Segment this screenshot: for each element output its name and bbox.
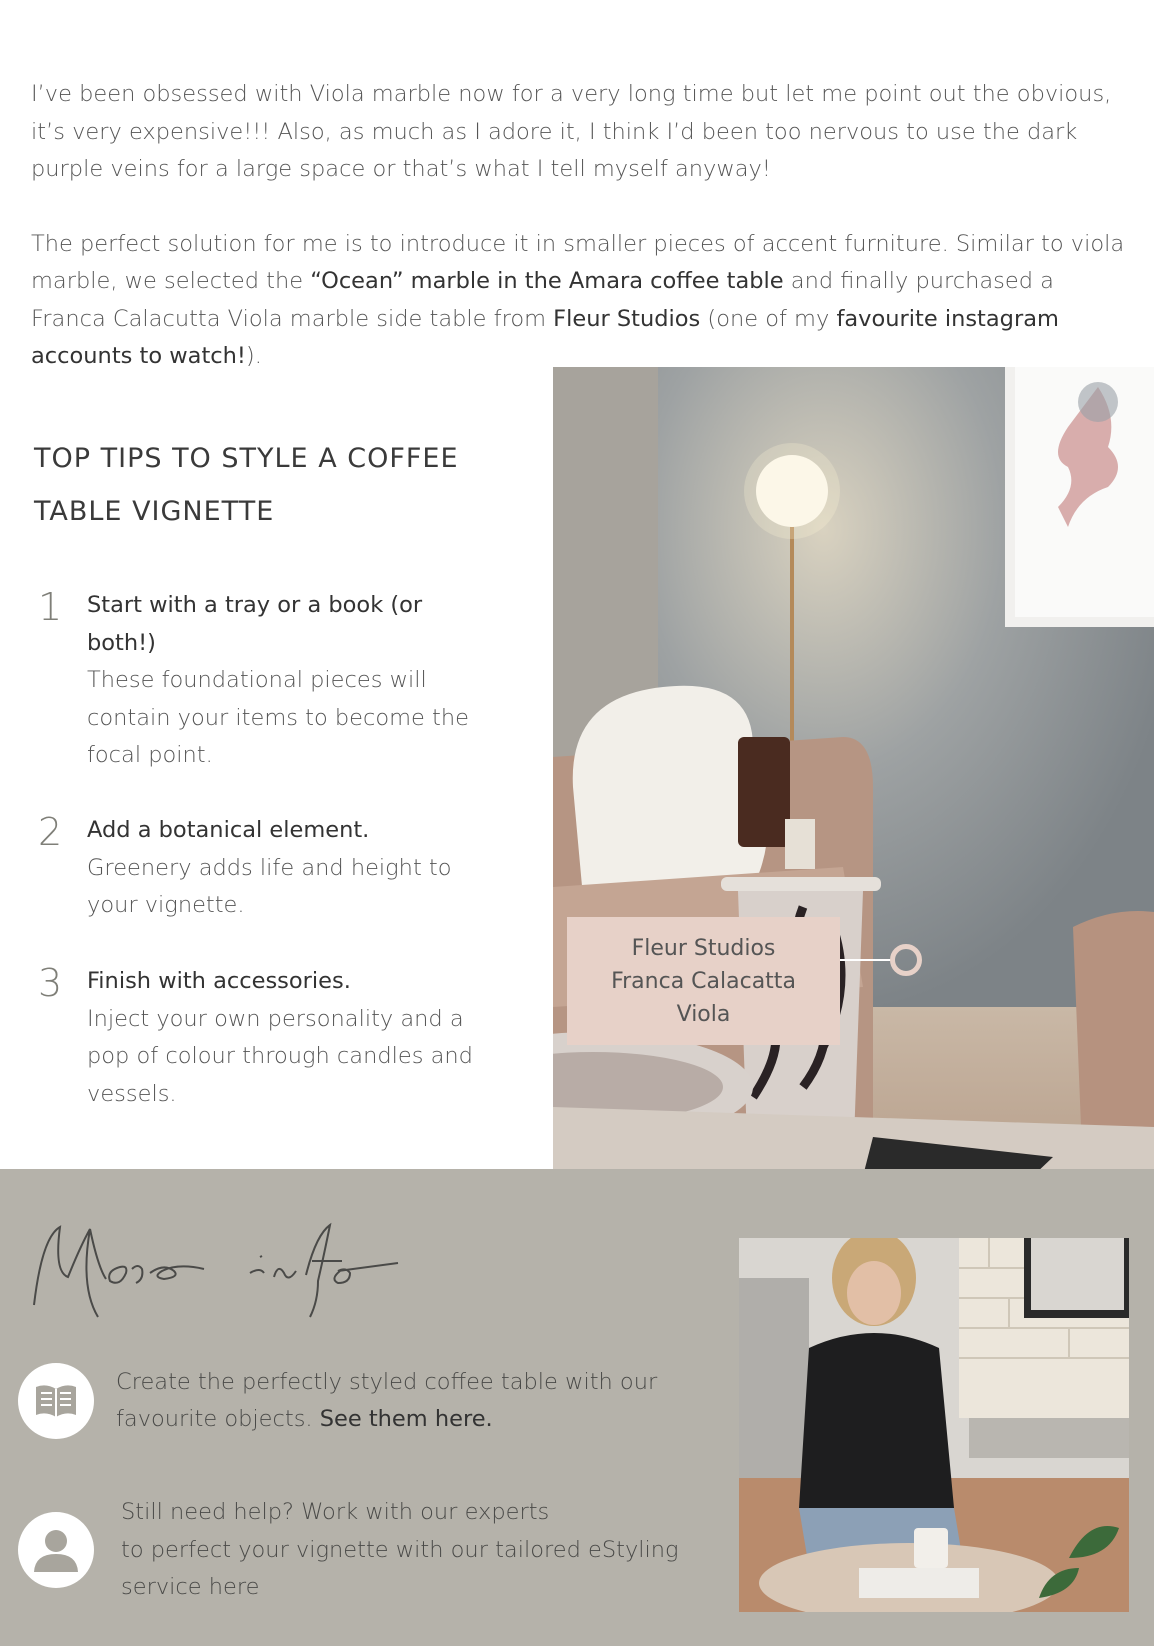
stylist-portrait-photo: [739, 1238, 1129, 1612]
more-info-section: [0, 1169, 1154, 1646]
tip-number: 2: [38, 810, 63, 854]
hotspot-label-line-1: Fleur Studios: [631, 935, 776, 961]
tip-item-2: [38, 812, 488, 925]
living-room-photo: [553, 367, 1154, 1176]
info-text-line: service here: [121, 1574, 260, 1600]
intro-paragraph-1: I’ve been obsessed with Viola marble now for a very long time but let me point out the obvious, it’s very expensive!!! Also, as much as I adore it, I think I’d been too nervous to use the dark purple veins for a large space or that’s what I tell myself anyway!: [31, 81, 1112, 182]
hotspot-marker[interactable]: [890, 944, 922, 976]
info-text-segment: Create the perfectly styled coffee table with our favourite objects.: [116, 1368, 658, 1432]
tip-description: These foundational pieces will contain your items to become the focal point.: [87, 667, 469, 768]
tip-number: 1: [38, 585, 63, 629]
hotspot-label-line-3: Viola: [676, 1001, 731, 1027]
tips-heading-line-1: TOP TIPS TO STYLE A COFFEE: [34, 443, 459, 474]
tip-number: 3: [38, 961, 63, 1005]
user-icon: [18, 1512, 94, 1588]
intro-paragraph-2: [31, 226, 1131, 376]
instagram-accounts-link[interactable]: favourite instagram accounts to watch!: [31, 305, 1059, 369]
tip-item-1: [38, 587, 488, 775]
tip-title: Add a botanical element.: [87, 817, 370, 843]
tip-title: Start with a tray or a book (or both!): [87, 592, 423, 656]
tip-description: Inject your own personality and a pop of colour through candles and vessels.: [87, 1005, 473, 1107]
info-text-line: to perfect your vignette with our tailored eStyling: [121, 1536, 679, 1563]
hotspot-label[interactable]: [567, 917, 840, 1045]
tip-description: Greenery adds life and height to your vignette.: [87, 854, 452, 918]
book-open-icon: [18, 1363, 94, 1439]
intro-text: [31, 76, 1131, 376]
intro-text-segment: (one of my: [700, 305, 837, 332]
estyling-link[interactable]: [121, 1494, 721, 1607]
intro-text-segment: ).: [245, 343, 262, 369]
more-info-script: [28, 1217, 428, 1327]
intro-text-segment: and finally purchased a Franca Calacutta Viola marble side table from: [31, 268, 1054, 332]
fleur-studios-link[interactable]: Fleur Studios: [553, 305, 701, 332]
tip-item-3: [38, 963, 488, 1113]
info-row-objects: [18, 1363, 676, 1439]
tips-heading-line-2: TABLE VIGNETTE: [34, 496, 275, 527]
info-row-estyling: [18, 1494, 721, 1607]
amara-coffee-table-link[interactable]: “Ocean” marble in the Amara coffee table: [310, 268, 784, 294]
more-info-title: [28, 1217, 428, 1331]
tips-heading: [34, 432, 514, 538]
intro-text-segment: The perfect solution for me is to introduce it in smaller pieces of accent furniture. Similar to viola marble, we selected the: [31, 230, 1125, 294]
hotspot-connector: [840, 959, 892, 961]
portrait-illustration: [739, 1238, 1129, 1612]
see-them-here-link[interactable]: See them here.: [319, 1406, 493, 1432]
hotspot-label-line-2: Franca Calacatta: [611, 968, 796, 994]
living-room-illustration: [553, 367, 1154, 1176]
info-text-line: Still need help? Work with our experts: [121, 1499, 550, 1525]
tip-title: Finish with accessories.: [87, 968, 351, 994]
info-row-objects-text: [116, 1364, 676, 1439]
